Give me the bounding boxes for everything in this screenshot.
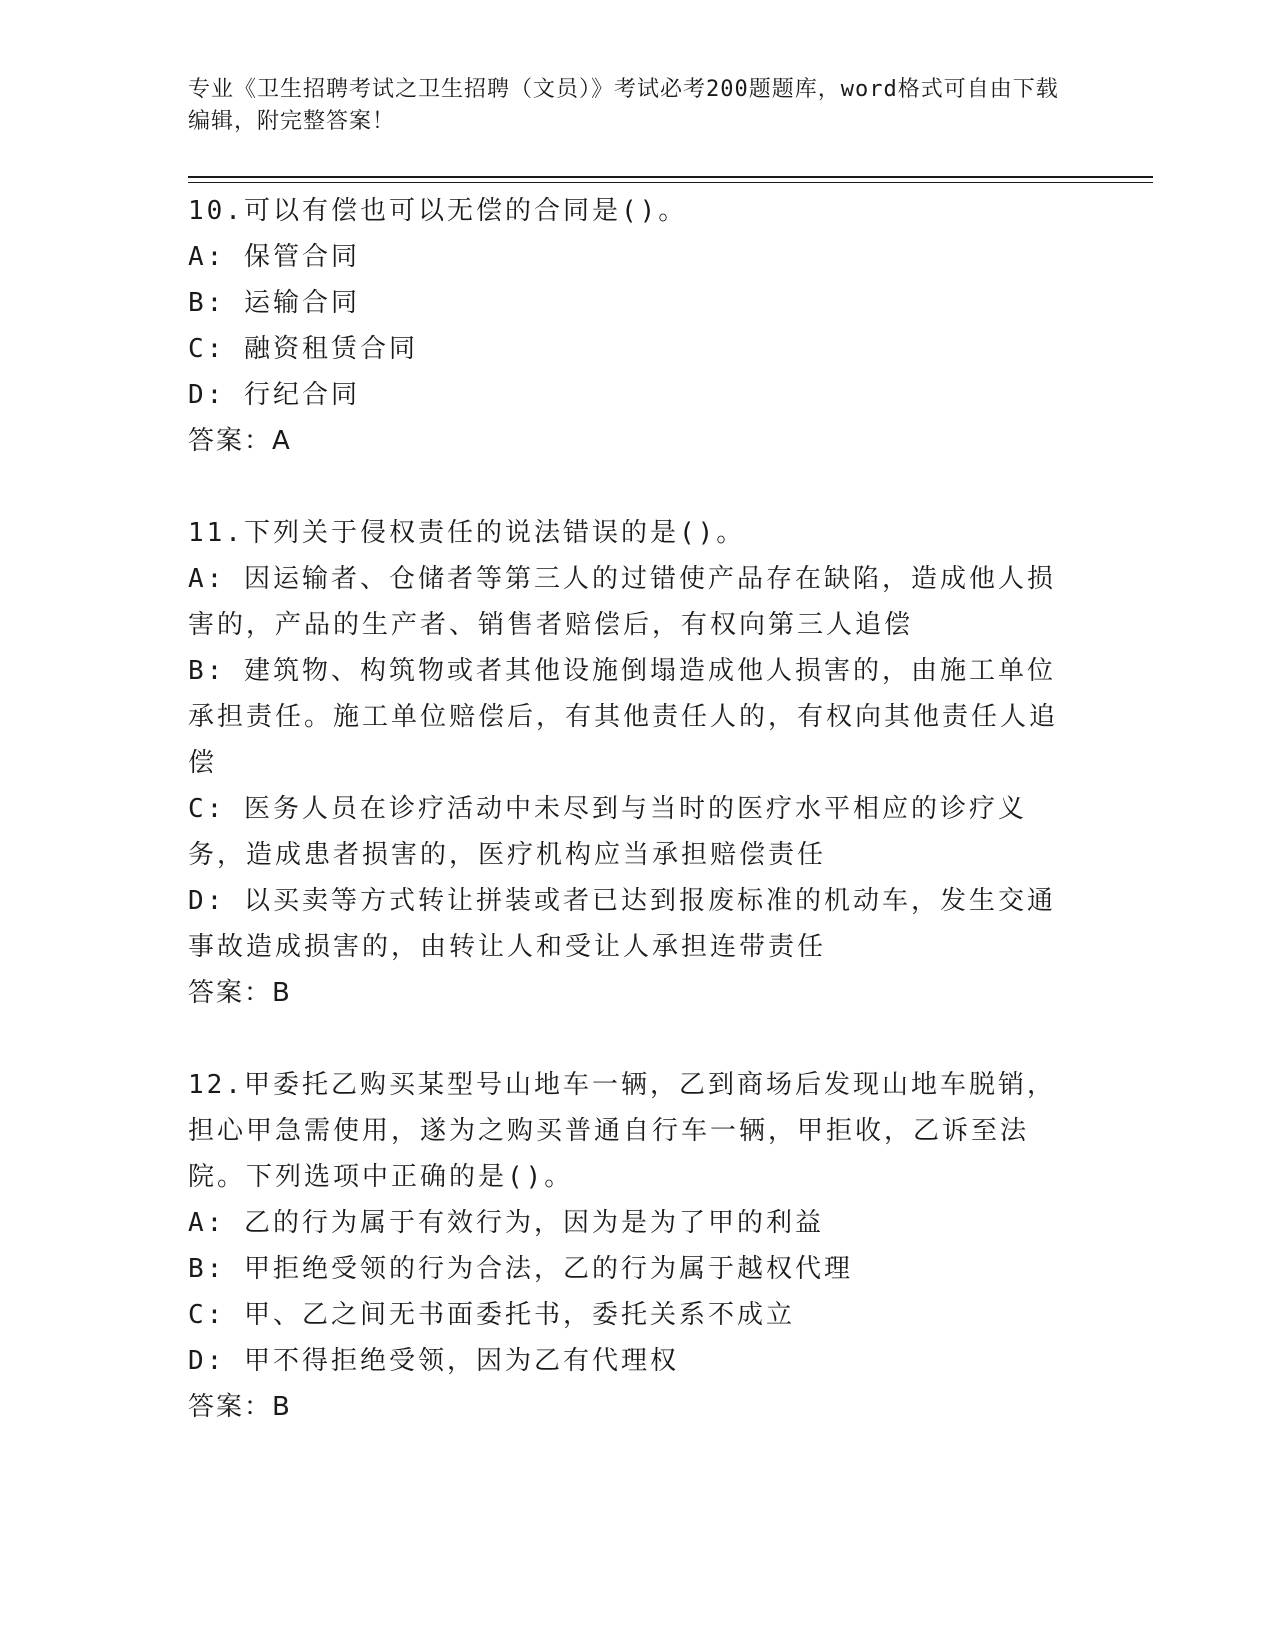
question-11	[188, 510, 1078, 1016]
option-c: C: 医务人员在诊疗活动中未尽到与当时的医疗水平相应的诊疗义务，造成患者损害的，医疗机构应当承担赔偿责任	[188, 794, 1027, 870]
question-10	[188, 188, 1078, 464]
option-d: D: 行纪合同	[188, 380, 360, 410]
document-header: 专业《卫生招聘考试之卫生招聘（文员）》考试必考200题题库，word格式可自由下载编辑，附完整答案！	[188, 77, 1059, 134]
option-a: A: 保管合同	[188, 242, 360, 272]
answer: 答案：B	[188, 1392, 292, 1422]
question-stem: 11.下列关于侵权责任的说法错误的是()。	[188, 518, 746, 548]
answer: 答案：B	[188, 978, 292, 1008]
option-b: B: 建筑物、构筑物或者其他设施倒塌造成他人损害的，由施工单位承担责任。施工单位赔偿后，有其他责任人的，有权向其他责任人追偿	[188, 656, 1059, 778]
question-12	[188, 1062, 1078, 1430]
option-a: A: 乙的行为属于有效行为，因为是为了甲的利益	[188, 1208, 824, 1238]
option-d: D: 以买卖等方式转让拼装或者已达到报废标准的机动车，发生交通事故造成损害的，由转让人和受让人承担连带责任	[188, 886, 1056, 962]
header-divider-thin	[188, 182, 1153, 183]
option-b: B: 运输合同	[188, 288, 360, 318]
answer: 答案：A	[188, 426, 292, 456]
option-a: A: 因运输者、仓储者等第三人的过错使产品存在缺陷，造成他人损害的，产品的生产者、销售者赔偿后，有权向第三人追偿	[188, 564, 1056, 640]
question-stem: 10.可以有偿也可以无偿的合同是()。	[188, 196, 688, 226]
question-stem: 12.甲委托乙购买某型号山地车一辆，乙到商场后发现山地车脱销，担心甲急需使用，遂为之购买普通自行车一辆，甲拒收，乙诉至法院。下列选项中正确的是()。	[188, 1070, 1056, 1192]
option-c: C: 甲、乙之间无书面委托书，委托关系不成立	[188, 1300, 795, 1330]
option-c: C: 融资租赁合同	[188, 334, 418, 364]
option-d: D: 甲不得拒绝受领，因为乙有代理权	[188, 1346, 679, 1376]
question-list	[188, 188, 1078, 1476]
option-b: B: 甲拒绝受领的行为合法，乙的行为属于越权代理	[188, 1254, 853, 1284]
header-divider-thick	[188, 176, 1153, 178]
